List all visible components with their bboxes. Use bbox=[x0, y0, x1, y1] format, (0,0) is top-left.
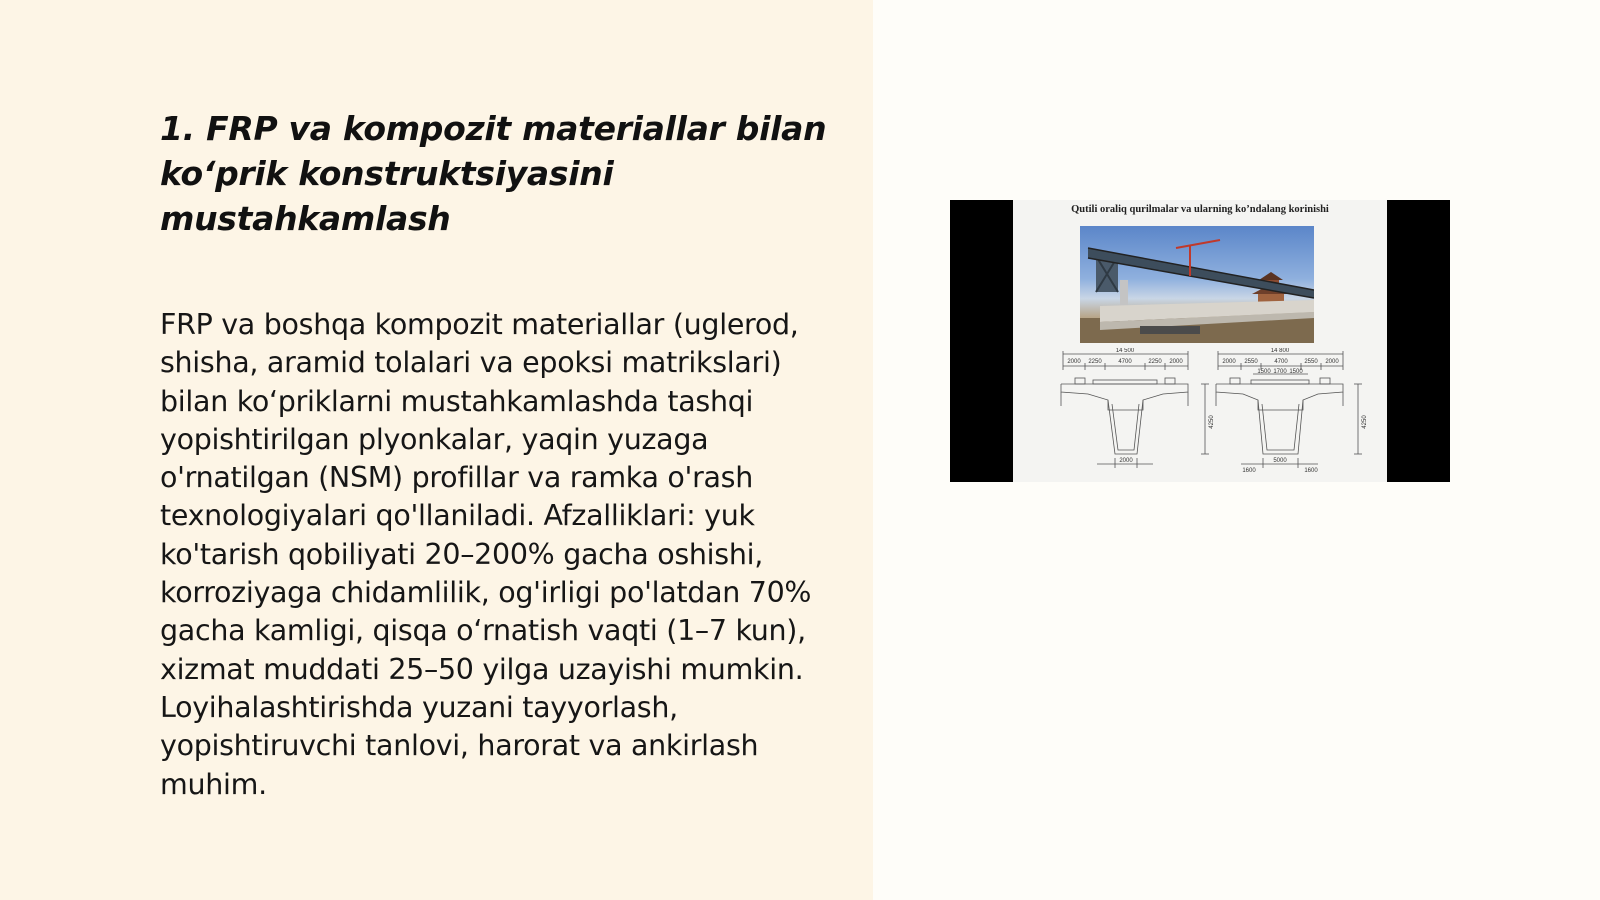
bridge-construction-photo bbox=[1080, 226, 1314, 343]
right-inner-seg-3: 1500 bbox=[1289, 369, 1303, 375]
right-seg-5: 2000 bbox=[1325, 359, 1339, 365]
right-inner-seg-2: 1700 bbox=[1273, 369, 1287, 375]
right-seg-4: 2550 bbox=[1304, 359, 1318, 365]
right-seg-2: 2550 bbox=[1244, 359, 1258, 365]
left-height: 4250 bbox=[1209, 415, 1215, 429]
slide-body-text: FRP va boshqa kompozit materiallar (uglerod, shisha, aramid tolalari va epoksi matrikslari) bilan ko‘priklarni mustahkamlashda tashqi yopishtirilgan plyonkalar, yaqin yuzaga o'rnatilgan (NSM) profillar va ramka o'rash texnologiyalari qo'llaniladi. Afzalliklari: yuk ko'tarish qobiliyati 20–200% gacha oshishi, korroziyaga chidamlilik, og'irligi po'latdan 70% gacha kamligi, qisqa o‘rnatish vaqti (1–7 kun), xizmat muddati 25–50 yilga uzayishi mumkin. Loyihalashtirishda yuzani tayyorlash, yopishtiruvchi tanlovi, harorat va ankirlash muhim. bbox=[160, 308, 812, 801]
cross-section-drawing bbox=[1013, 348, 1387, 482]
right-inner-seg-1: 1500 bbox=[1257, 369, 1271, 375]
figure-caption: Qutili oraliq qurilmalar va ularning ko’ndalang korinishi bbox=[1071, 204, 1329, 215]
right-total-width: 14 800 bbox=[1270, 348, 1290, 354]
left-seg-5: 2000 bbox=[1169, 359, 1183, 365]
figure-content bbox=[1013, 200, 1387, 482]
right-bottom-width: 5000 bbox=[1273, 458, 1287, 464]
right-bottom-side-1: 1600 bbox=[1242, 468, 1256, 474]
left-seg-4: 2250 bbox=[1148, 359, 1162, 365]
right-seg-3: 4700 bbox=[1274, 359, 1288, 365]
right-bottom-side-2: 1600 bbox=[1304, 468, 1318, 474]
slide-title: 1. FRP va kompozit materiallar bilan ko‘prik konstruktsiyasini mustahkamlash bbox=[160, 109, 827, 238]
left-seg-2: 2250 bbox=[1088, 359, 1102, 365]
left-bottom-width: 2000 bbox=[1119, 458, 1133, 464]
left-seg-3: 4700 bbox=[1118, 359, 1132, 365]
bridge-figure bbox=[950, 200, 1450, 482]
right-seg-1: 2000 bbox=[1222, 359, 1236, 365]
left-seg-1: 2000 bbox=[1067, 359, 1081, 365]
right-height: 4250 bbox=[1362, 415, 1368, 429]
left-total-width: 14 500 bbox=[1115, 348, 1135, 354]
